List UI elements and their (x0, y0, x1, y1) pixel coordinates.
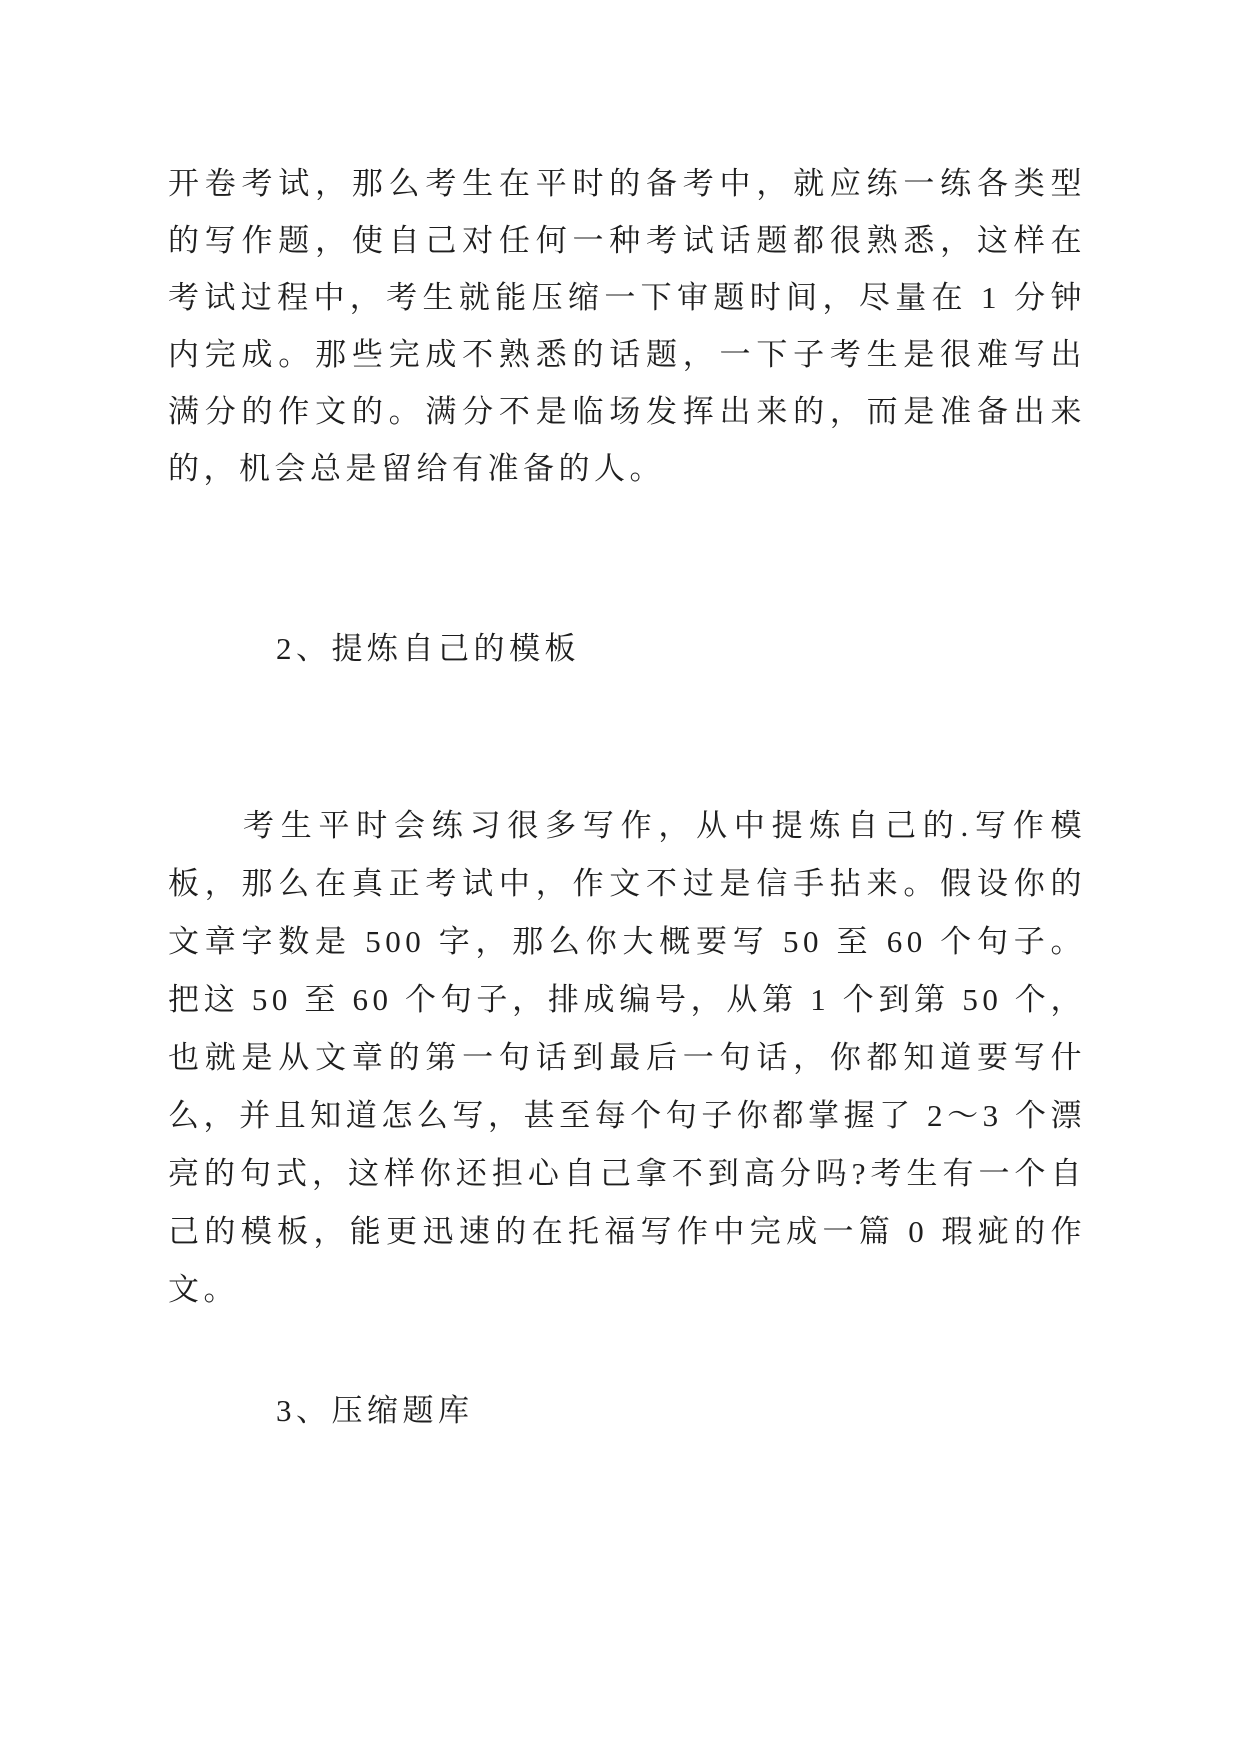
heading-compress-question-bank: 3、压缩题库 (276, 1393, 474, 1428)
paragraph-exam-prep: 开卷考试，那么考生在平时的备考中，就应练一练各类型的写作题，使自己对任何一种考试话题都很熟悉，这样在考试过程中，考生就能压缩一下审题时间，尽量在 1 分钟内完成。那些完成不熟悉的话题，一下子考生是很难写出满分的作文的。满分不是临场发挥出来的，而是准备出来的，机会总是留给有准备的人。 (168, 166, 1086, 486)
heading-refine-own-template: 2、提炼自己的模板 (276, 631, 580, 666)
paragraph-template-benefits: 考生平时会练习很多写作，从中提炼自己的.写作模板，那么在真正考试中，作文不过是信手拈来。假设你的文章字数是 500 字，那么你大概要写 50 至 60 个句子。把这 50 至 60 个句子，排成编号，从第 1 个到第 50 个，也就是从文章的第一句话到最后一句话，你都知道要写什么，并且知道怎么写，甚至每个句子你都掌握了 2～3 个漂亮的句式，这样你还担心自己拿不到高分吗?考生有一个自己的模板，能更迅速的在托福写作中完成一篇 0 瑕疵的作文。 (168, 808, 1086, 1307)
